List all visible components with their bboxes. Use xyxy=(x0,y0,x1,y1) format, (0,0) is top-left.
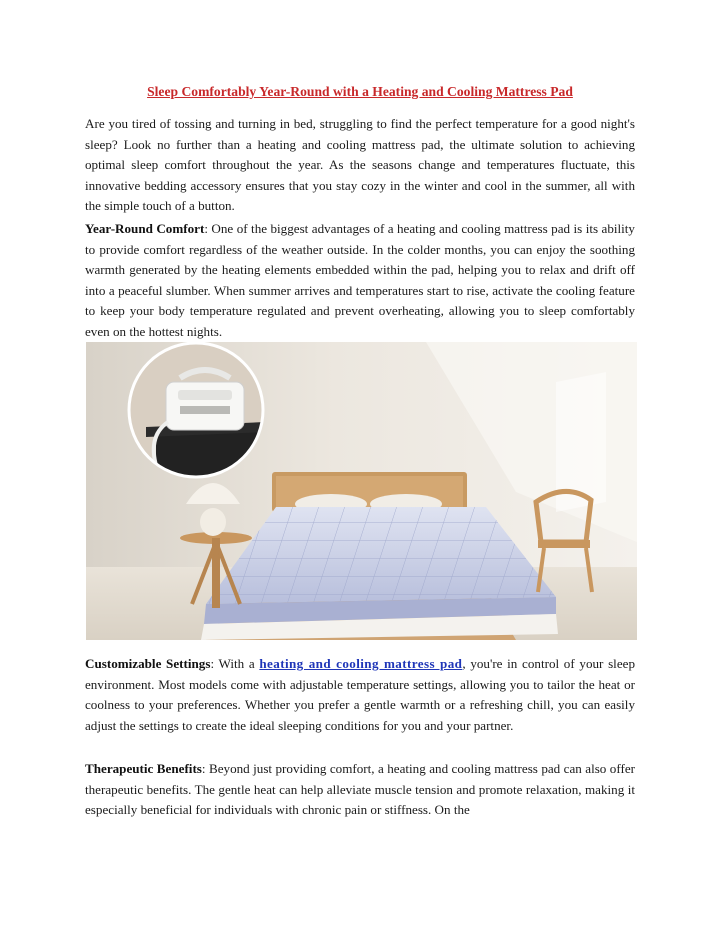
section-heading: Year-Round Comfort xyxy=(85,221,205,236)
section-customizable-settings xyxy=(85,654,635,736)
intro-paragraph: Are you tired of tossing and turning in bed, struggling to find the perfect temperature for a good night's sleep? Look no further than a heating and cooling mattress pad, the ultimate solution to achieving optimal sleep comfort throughout the year. As the seasons change and temperatures fluctuate, this innovative bedding accessory ensures that you stay cozy in the winter and cool in the summer, all with the simple touch of a button. xyxy=(85,116,635,214)
article-title: Sleep Comfortably Year-Round with a Heating and Cooling Mattress Pad xyxy=(147,84,573,99)
section-text: : One of the biggest advantages of a heating and cooling mattress pad is its ability to provide comfort regardless of the weather outside. In the colder months, you can enjoy the soothing warmth generated by the heating elements embedded within the pad, helping you to relax and drift off into a peaceful slumber. When summer arrives and temperatures start to rise, activate the cooling feature to keep your body temperature regulated and prevent overheating, allowing you to sleep comfortably even on the hottest nights. xyxy=(85,221,635,339)
section-heading: Customizable Settings xyxy=(85,656,211,671)
section-year-round-comfort xyxy=(85,219,635,343)
section-text: : With a xyxy=(210,656,260,671)
section-heading: Therapeutic Benefits xyxy=(85,761,202,776)
bedroom-illustration xyxy=(86,342,637,640)
mattress-pad-link[interactable]: heating and cooling mattress pad xyxy=(259,656,463,671)
section-therapeutic-benefits xyxy=(85,759,635,821)
section-text: : Beyond just providing comfort, a heating and cooling mattress pad can also offer therapeutic benefits. The gentle heat can help alleviate muscle tension and promote relaxation, making it especially beneficial for individuals with chronic pain or stiffness. On the xyxy=(85,761,635,818)
bedroom-mattress-pad-photo xyxy=(86,342,637,640)
section-text: , you're in control of your sleep environment. Most models come with adjustable temperature settings, allowing you to tailor the heat or coolness to your preferences. Whether you prefer a gentle warmth or a refreshing chill, you can easily adjust the settings to create the ideal sleeping conditions for you and your partner. xyxy=(85,656,635,733)
